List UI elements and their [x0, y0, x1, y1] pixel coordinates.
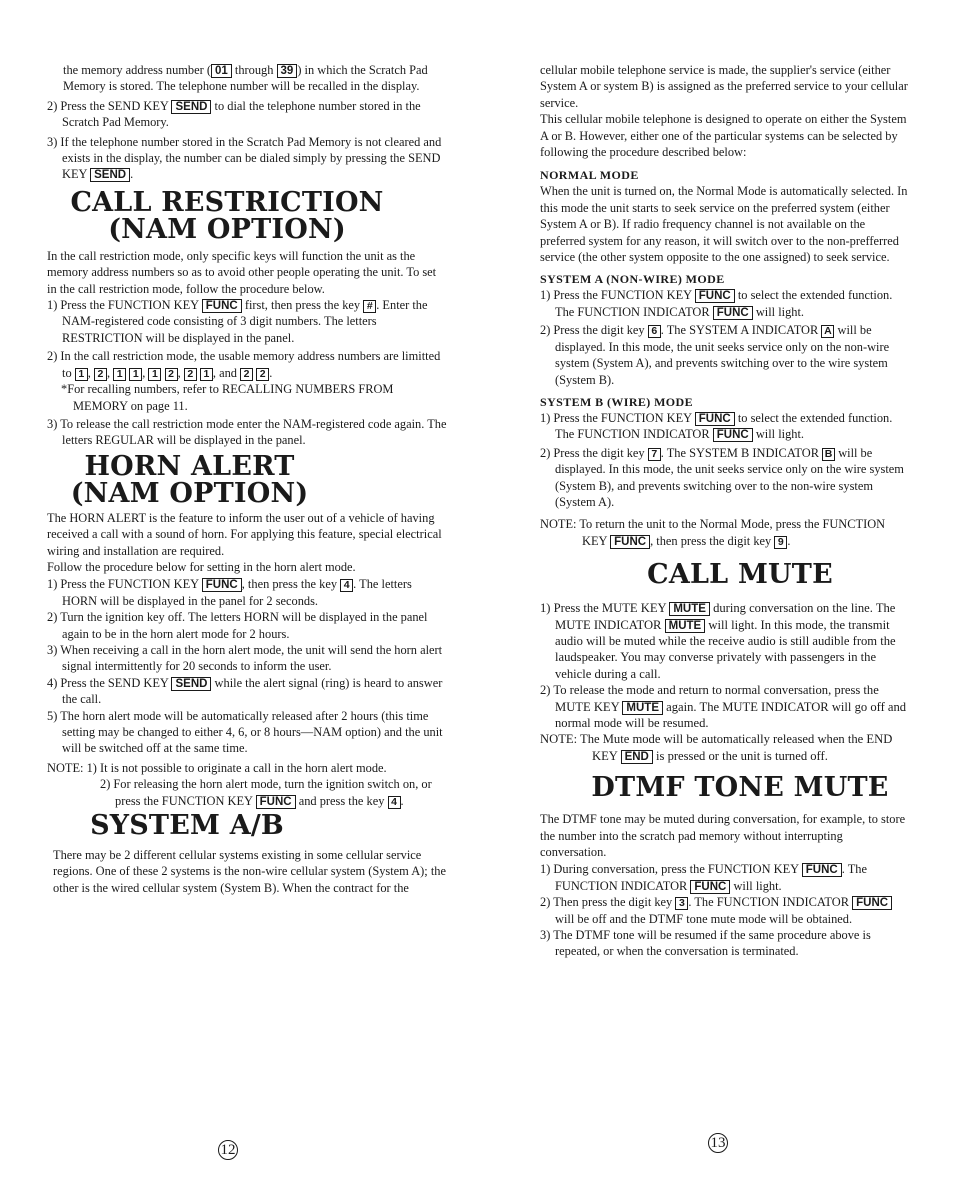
- dtmf-title: DTMF TONE MUTE: [591, 772, 889, 804]
- digit-key-3: 3: [675, 897, 688, 910]
- dtmf-intro: The DTMF tone may be muted during conversation, for example, to store the number into the scratch pad memory without interrupting conversation.: [540, 812, 906, 860]
- horn-alert-step-1: 1) Press the FUNCTION KEY FUNC , then press the key 4 . The letters HORN will be displayed in the panel for 2 seconds.: [47, 577, 412, 608]
- system-a-step-2: 2) Press the digit key 6 . The SYSTEM A INDICATOR A will be displayed. In this mode, the unit seeks service only on the non-wire system (System A), and prevents switching over to the wire system (System B).: [540, 323, 890, 387]
- call-restriction-step-2: 2) In the call restriction mode, the usable memory address numbers are limitted to 1 , 2 , 1 1 , 1 2 , 2 1 , and 2 2 .: [47, 349, 441, 380]
- left-page-column: [47, 62, 447, 896]
- normal-mode-note: NOTE: To return the unit to the Normal Mode, press the FUNCTION KEY FUNC , then press the digit key 9 .: [540, 517, 886, 548]
- key-39: 39: [277, 64, 298, 78]
- call-restriction-title: CALL RESTRICTION: [70, 186, 384, 218]
- digit-key-9: 9: [774, 536, 787, 549]
- func-key: FUNC: [202, 578, 242, 592]
- mute-key: MUTE: [622, 701, 663, 715]
- scratch-pad-continued: the memory address number ( 01 through 39 ) in which the Scratch Pad Memory is stored. The telephone number will be recalled in the display.: [63, 63, 428, 94]
- horn-alert-step-3: 3) When receiving a call in the horn alert mode, the unit will send the horn alert signal intermittently for 20 seconds to inform the user.: [47, 642, 443, 674]
- digit-key-4: 4: [340, 579, 353, 592]
- call-restriction-step-3: 3) To release the call restriction mode enter the NAM-registered code again. The letters REGULAR will be displayed in the panel.: [47, 416, 447, 448]
- system-b-step-2: 2) Press the digit key 7 . The SYSTEM B INDICATOR B will be displayed. In this mode, the unit seeks service only on the wire system (System B), and prevents switching over to the non-wire system (System A).: [540, 445, 904, 509]
- send-key: SEND: [171, 100, 211, 114]
- horn-alert-note: NOTE: 1) It is not possible to originate a call in the horn alert mode.: [47, 760, 387, 775]
- system-ab-intro: There may be 2 different cellular systems existing in some cellular service regions. One of these 2 systems is the non-wire cellular system (System A); the other is the wired cellular system (System B). When the contract for the: [53, 848, 446, 895]
- horn-alert-title: HORN ALERT: [84, 450, 295, 482]
- call-mute-note: NOTE: The Mute mode will be automatically released when the END KEY END is pressed or the unit is turned off.: [540, 732, 893, 763]
- system-a-indicator: A: [821, 325, 834, 338]
- digit-key: 2: [240, 368, 253, 381]
- func-indicator: FUNC: [852, 896, 892, 910]
- system-ab-title: SYSTEM A/B: [90, 810, 284, 842]
- horn-alert-note-2: 2) For releasing the horn alert mode, turn the ignition switch on, or press the FUNCTION KEY FUNC and press the key 4 .: [100, 777, 432, 808]
- func-key: FUNC: [802, 863, 842, 877]
- digit-key: 1: [75, 368, 88, 381]
- digit-key: 1: [148, 368, 161, 381]
- call-mute-step-1: 1) Press the MUTE KEY MUTE during conversation on the line. The MUTE INDICATOR MUTE will light. In this mode, the transmit audio will be muted while the receive audio is still audible from the laudspeaker. You may converse privately with passengers in the vehicle during a call.: [540, 601, 896, 681]
- send-key: SEND: [90, 168, 130, 182]
- digit-key: 2: [94, 368, 107, 381]
- end-key: END: [621, 750, 653, 764]
- func-key: FUNC: [202, 299, 242, 313]
- call-mute-step-2: 2) To release the mode and return to normal conversation, press the MUTE KEY MUTE again. The MUTE INDICATOR will go off and normal mode will be resumed.: [540, 683, 907, 730]
- digit-key-4: 4: [388, 796, 401, 809]
- horn-alert-subtitle: (NAM OPTION): [70, 477, 309, 509]
- dtmf-step-2: 2) Then press the digit key 3 . The FUNCTION INDICATOR FUNC will be off and the DTMF tone mute mode will be obtained.: [540, 894, 910, 927]
- normal-mode-text: When the unit is turned on, the Normal Mode is automatically selected. In this mode the unit starts to seek service on the preferred system (either System A or B). If radio frequency channel is not available on the preferred system for any reason, it will switch over to the non-prefferred service (the other system opposite to the one assigned) to seek service.: [540, 184, 908, 265]
- func-key: FUNC: [256, 795, 296, 809]
- system-a-heading: SYSTEM A (NON-WIRE) MODE: [540, 272, 725, 287]
- right-page-column: [540, 62, 910, 960]
- horn-alert-step-2: 2) Turn the ignition key off. The letters HORN will be displayed in the panel again to be in the horn alert mode for 2 hours.: [47, 610, 428, 641]
- func-key: FUNC: [610, 535, 650, 549]
- digit-key: 1: [200, 368, 213, 381]
- page-number-left: 12: [218, 1140, 238, 1160]
- digit-key: 1: [113, 368, 126, 381]
- digit-key-7: 7: [648, 448, 661, 461]
- mute-indicator: MUTE: [665, 619, 706, 633]
- call-restriction-subtitle: (NAM OPTION): [108, 213, 346, 245]
- system-b-indicator: B: [822, 448, 835, 461]
- func-indicator: FUNC: [713, 306, 753, 320]
- normal-mode-heading: NORMAL MODE: [540, 168, 639, 183]
- send-key: SEND: [171, 677, 211, 691]
- call-restriction-step-1: 1) Press the FUNCTION KEY FUNC first, then press the key # . Enter the NAM-registered code consisting of 3 digit numbers. The letters RESTRICTION will be displayed in the panel.: [47, 298, 428, 345]
- mute-key: MUTE: [669, 602, 710, 616]
- recall-note: *For recalling numbers, refer to RECALLING NUMBERS FROM MEMORY on page 11.: [61, 382, 394, 413]
- horn-alert-follow: Follow the procedure below for setting in the horn alert mode.: [47, 559, 356, 574]
- system-b-heading: SYSTEM B (WIRE) MODE: [540, 394, 694, 409]
- horn-alert-intro: The HORN ALERT is the feature to inform the user out of a vehicle of having received a call with a sound of horn. For applying this feature, special electrical wiring and installation are required.: [47, 510, 442, 558]
- system-b-step-1: 1) Press the FUNCTION KEY FUNC to select the extended function. The FUNCTION INDICATOR FUNC will light.: [540, 410, 893, 442]
- key-01: 01: [211, 64, 232, 78]
- func-indicator: FUNC: [713, 428, 753, 442]
- dtmf-step-1: 1) During conversation, press the FUNCTION KEY FUNC . The FUNCTION INDICATOR FUNC will light.: [540, 862, 867, 893]
- page-number-right: 13: [708, 1133, 728, 1153]
- system-a-step-1: 1) Press the FUNCTION KEY FUNC to select the extended function. The FUNCTION INDICATOR FUNC will light.: [540, 288, 893, 319]
- digit-key: 2: [184, 368, 197, 381]
- digit-key: 2: [256, 368, 269, 381]
- hash-key: #: [363, 300, 376, 313]
- scratch-pad-step-2: 2) Press the SEND KEY SEND to dial the telephone number stored in the Scratch Pad Memory.: [47, 98, 421, 130]
- system-ab-continued: cellular mobile telephone service is made, the supplier's service (either System A or system B) is assigned as the preferred service to your cellular service.: [540, 63, 908, 110]
- digit-key: 2: [165, 368, 178, 381]
- dtmf-step-3: 3) The DTMF tone will be resumed if the same procedure above is repeated, or when the conversation is terminated.: [540, 928, 871, 959]
- func-indicator: FUNC: [690, 880, 730, 894]
- horn-alert-step-4: 4) Press the SEND KEY SEND while the alert signal (ring) is heard to answer the call.: [47, 675, 443, 707]
- horn-alert-step-5: 5) The horn alert mode will be automatically released after 2 hours (this time setting may be changed to either 4, 6, or 8 hours—NAM option) and the unit will be switched off at the same time.: [47, 708, 443, 756]
- call-mute-title: CALL MUTE: [647, 559, 833, 591]
- digit-key: 1: [129, 368, 142, 381]
- call-restriction-intro: In the call restriction mode, only specific keys will function the unit as the memory address numbers so as to avoid other people operating the unit. To set in the call restriction mode, follow the procedure below.: [47, 248, 437, 296]
- system-ab-design: This cellular mobile telephone is designed to operate on either the System A or B. However, either one of the particular systems can be selected by following the procedure described below:: [540, 112, 907, 160]
- scratch-pad-step-3: 3) If the telephone number stored in the Scratch Pad Memory is not cleared and exists in the display, the number can be dialed simply by pressing the SEND KEY SEND .: [47, 134, 442, 182]
- func-key: FUNC: [695, 412, 735, 426]
- digit-key-6: 6: [648, 325, 661, 338]
- func-key: FUNC: [695, 289, 735, 303]
